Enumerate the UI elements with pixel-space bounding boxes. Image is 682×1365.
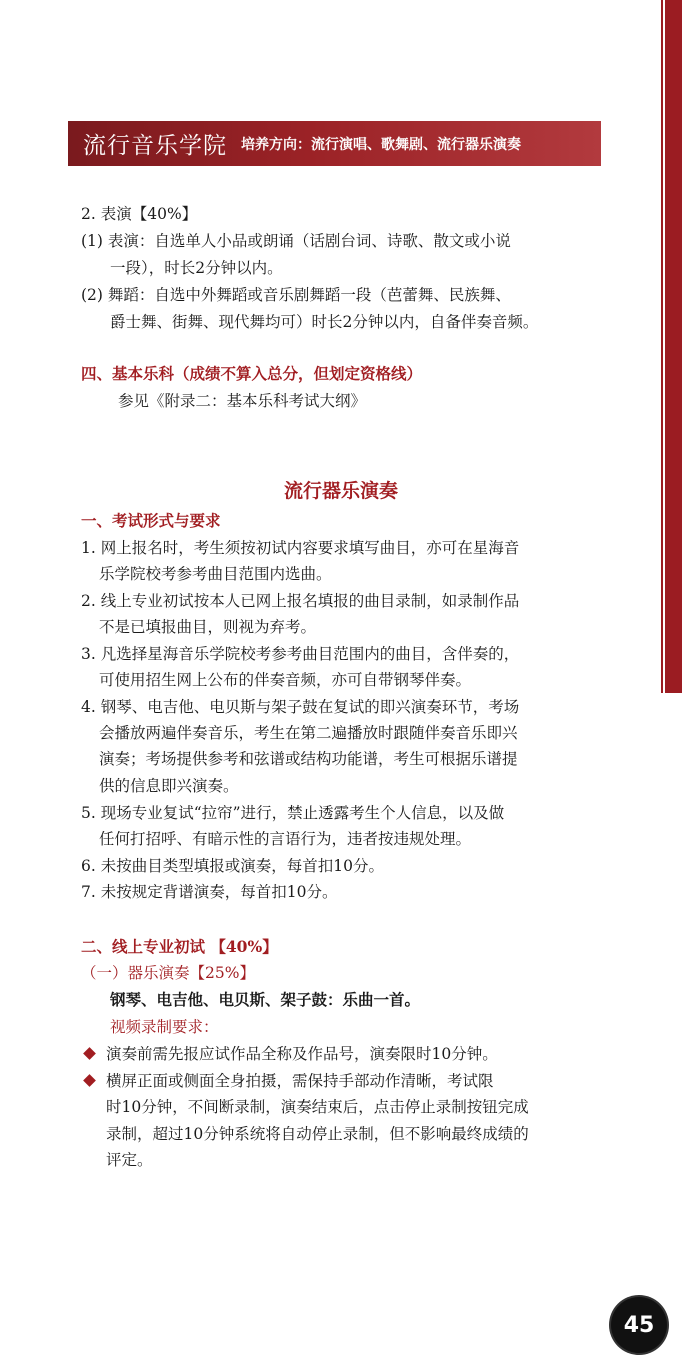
online-exam-heading: 二、线上专业初试 【40%】 [81, 937, 278, 956]
exam-form-line: 2. 线上专业初试按本人已网上报名填报的曲目录制，如录制作品 [81, 592, 520, 610]
exam-form-line: 供的信息即兴演奏。 [99, 777, 239, 795]
bullet-item-line: 录制，超过10分钟系统将自动停止录制，但不影响最终成绩的 [106, 1125, 529, 1143]
exam-form-line: 6. 未按曲目类型填报或演奏，每首扣10分。 [81, 857, 384, 875]
page-number-badge [611, 1297, 667, 1353]
exam-form-line: 乐学院校考参考曲目范围内选曲。 [99, 565, 332, 583]
bullet-item-line: 横屏正面或侧面全身拍摄，需保持手部动作清晰，考试限 [106, 1072, 494, 1090]
performance-item2-line1: (2) 舞蹈：自选中外舞蹈或音乐剧舞蹈一段（芭蕾舞、民族舞、 [81, 286, 511, 304]
video-requirements-label: 视频录制要求： [110, 1018, 219, 1036]
exam-form-line: 4. 钢琴、电吉他、电贝斯与架子鼓在复试的即兴演奏环节，考场 [81, 698, 520, 716]
exam-form-line: 任何打招呼、有暗示性的言语行为，违者按违规处理。 [99, 830, 472, 848]
exam-form-heading: 一、考试形式与要求 [81, 511, 221, 530]
banner-title: 流行音乐学院 [83, 133, 227, 159]
exam-form-line: 1. 网上报名时，考生须按初试内容要求填写曲目，亦可在星海音 [81, 539, 520, 557]
section-banner [68, 121, 601, 166]
side-decor-bar [665, 0, 682, 693]
exam-form-line: 不是已填报曲目，则视为弃考。 [99, 618, 317, 636]
performance-item2-line2: 爵士舞、街舞、现代舞均可）时长2分钟以内，自备伴奏音频。 [110, 313, 539, 331]
diamond-bullet-icon [83, 1047, 96, 1060]
instrument-list: 钢琴、电吉他、电贝斯、架子鼓：乐曲一首。 [110, 990, 421, 1009]
diamond-bullet-icon [83, 1074, 96, 1087]
exam-form-line: 7. 未按规定背谱演奏，每首扣10分。 [81, 883, 338, 901]
performance-item1-line1: (1) 表演：自选单人小品或朗诵（话剧台词、诗歌、散文或小说 [81, 232, 511, 250]
exam-form-line: 演奏；考场提供参考和弦谱或结构功能谱，考生可根据乐谱提 [99, 750, 518, 768]
theory-heading: 四、基本乐科（成绩不算入总分，但划定资格线） [81, 364, 423, 383]
page-number: 45 [623, 1312, 655, 1338]
bullet-item-line: 评定。 [106, 1151, 153, 1169]
bullet-item-line: 时10分钟，不间断录制，演奏结束后，点击停止录制按钮完成 [106, 1098, 529, 1116]
section-title: 流行器乐演奏 [283, 480, 398, 502]
theory-reference: 参见《附录二：基本乐科考试大纲》 [118, 392, 367, 410]
exam-form-line: 会播放两遍伴奏音乐，考生在第二遍播放时跟随伴奏音乐即兴 [99, 724, 518, 742]
exam-form-line: 5. 现场专业复试“拉帘”进行，禁止透露考生个人信息，以及做 [81, 804, 505, 822]
performance-heading: 2. 表演【40%】 [81, 205, 198, 223]
online-exam-subheading: （一）器乐演奏【25%】 [81, 964, 255, 982]
performance-item1-line2: 一段），时长2分钟以内。 [110, 259, 283, 277]
banner-subtitle: 培养方向：流行演唱、歌舞剧、流行器乐演奏 [241, 136, 521, 153]
exam-form-line: 可使用招生网上公布的伴奏音频，亦可自带钢琴伴奏。 [99, 671, 472, 689]
exam-form-line: 3. 凡选择星海音乐学院校考参考曲目范围内的曲目，含伴奏的， [81, 645, 520, 663]
bullet-item: 演奏前需先报应试作品全称及作品号，演奏限时10分钟。 [106, 1045, 498, 1063]
